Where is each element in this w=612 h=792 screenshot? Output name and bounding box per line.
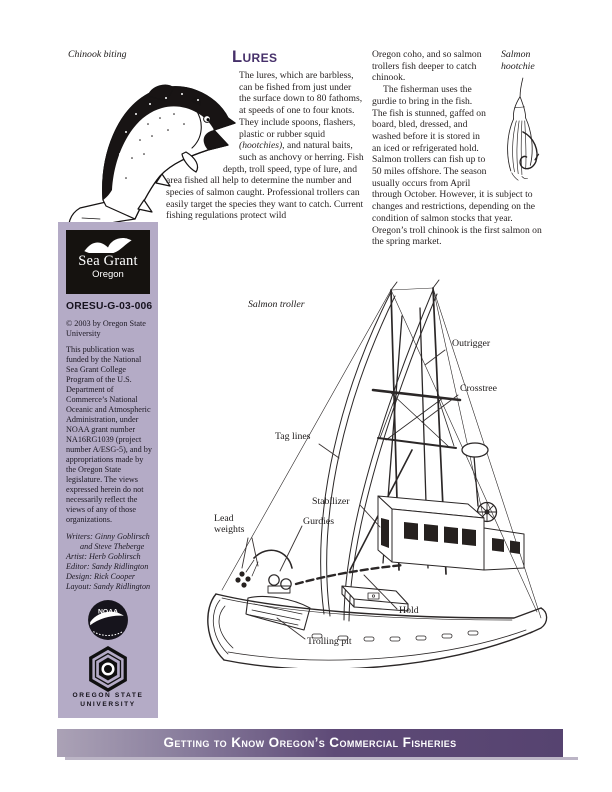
credit-line: Editor: Sandy Ridlington: [66, 562, 149, 571]
label-tag-lines: Tag lines: [275, 431, 311, 442]
lures-heading: Lures: [232, 48, 278, 66]
credit-line: Layout: Sandy Ridlington: [66, 582, 151, 591]
lures-text-2: , and natural baits, such as anchovy or herring. Fish depth, troll speed, type of lure, and area fished all help to determine the number and species of salmon caught. Professional trollers can easily target the species they want to catch. Current fishing regulations protect wild: [166, 140, 364, 222]
label-outrigger: Outrigger: [452, 338, 491, 349]
label-hold: Hold: [399, 605, 419, 616]
osu-wordmark-line1: OREGON STATE: [72, 692, 144, 699]
noaa-logo: [58, 599, 158, 641]
lures-text-italic: (hootchies): [239, 140, 283, 152]
salmon-troller-illustration: [192, 268, 592, 668]
osu-logo: [58, 646, 158, 692]
label-gurdies: Gurdies: [303, 516, 335, 527]
hootchie-caption: Salmon hootchie: [501, 49, 535, 72]
seagrant-logo-text: Sea Grant: [78, 253, 138, 269]
sidebar: [58, 222, 158, 718]
copyright-note: © 2003 by Oregon State University: [66, 319, 146, 338]
noaa-logo-text: NOAA: [97, 608, 119, 616]
osu-wordmark: [58, 692, 158, 709]
credit-line: Design: Rick Cooper: [66, 572, 136, 581]
seagrant-logo: [66, 230, 150, 294]
footer-banner: [57, 729, 563, 757]
lures-paragraph: [166, 70, 364, 222]
label-stabilizer: Stabilizer: [312, 496, 350, 507]
credit-line: Writers: Ginny Goblirsch: [66, 532, 150, 541]
seagrant-logo-subtext: Oregon: [92, 269, 124, 280]
right-column: [372, 49, 549, 248]
text-wrap-spacer: [166, 153, 223, 165]
right-paragraph-2: The fisherman uses the gurdie to bring in the fish. The fish is stunned, gaffed on board, bled, dressed, and washed before it is stored in an iced or refrigerated hold. Salmon trollers can fish up to 50 miles offshore. The season usually occurs from April through October. However, it is subject to changes and restrictions, depending on the condition of salmon stocks that year. Oregon’s troll chinook is the first salmon on the spring market.: [372, 84, 542, 248]
lures-section: [166, 48, 364, 222]
label-lead-weights: Lead weights: [214, 513, 245, 535]
osu-wordmark-line2: UNIVERSITY: [80, 700, 136, 708]
label-crosstree: Crosstree: [460, 383, 498, 394]
diagram-caption: Salmon troller: [248, 299, 305, 310]
publication-number: ORESU-G-03-006: [66, 301, 153, 312]
hootchie-figure: [493, 49, 549, 187]
text-wrap-spacer: [166, 70, 239, 153]
hootchie-illustration: [495, 75, 547, 187]
right-paragraph-1: Oregon coho, and so salmon trollers fish deeper to catch chinook.: [372, 49, 482, 84]
credit-line: and Steve Theberge: [80, 542, 145, 551]
credits: [66, 532, 152, 592]
label-trolling-pit: Trolling pit: [307, 636, 352, 647]
credit-line: Artist: Herb Goblirsch: [66, 552, 141, 561]
chinook-caption: Chinook biting: [68, 49, 127, 60]
gull-icon: [80, 233, 136, 253]
funding-note: This publication was funded by the National Sea Grant College Program of the U.S. Department of Commerce’s National Oceanic and Atmospheric Administration, under NOAA grant number NA16RG1039 (project number A/ESG-5), and by appropriations made by the Oregon State legislature. The views expressed herein do not necessarily reflect the views of any of those organizations.: [66, 345, 152, 524]
lures-text-1: The lures, which are barbless, can be fished from just under the surface down to 80 fathoms, at speeds of one to four knots. They include spoons, flashers, plastic or rubber squid: [239, 70, 363, 140]
footer-banner-text: Getting to Know Oregon’s Commercial Fisheries: [163, 735, 457, 750]
